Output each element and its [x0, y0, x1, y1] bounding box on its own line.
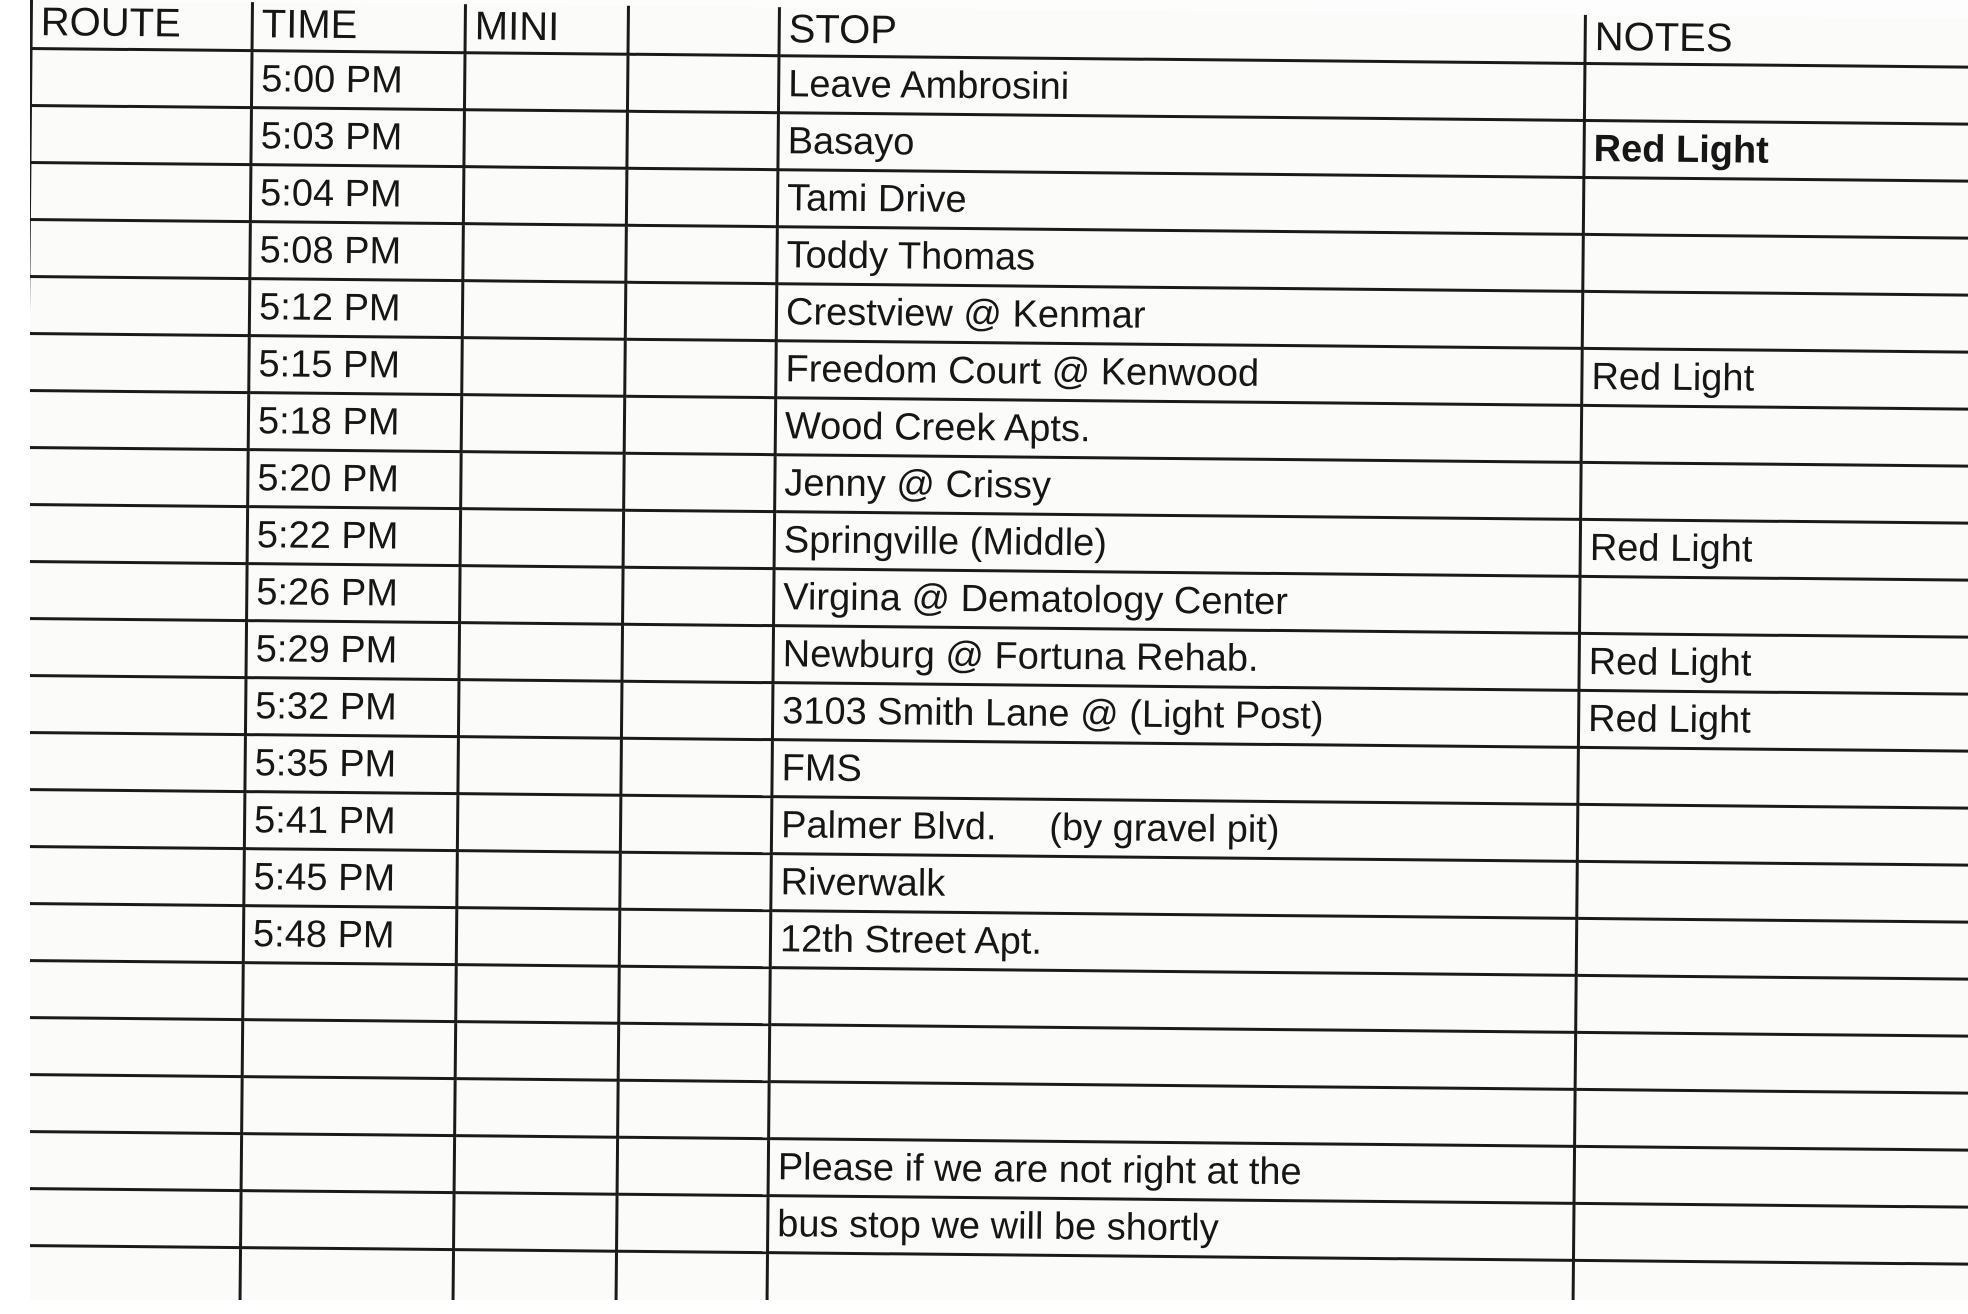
mini-cell: [464, 110, 628, 169]
stop-cell: Toddy Thomas: [777, 227, 1584, 292]
note-cell: [1577, 861, 1968, 922]
time-cell: 5:04 PM: [250, 165, 464, 224]
mini-cell: [462, 281, 626, 340]
mini-cell: [460, 509, 624, 568]
time-cell: 5:00 PM: [251, 51, 465, 110]
time-cell: 5:41 PM: [244, 792, 458, 851]
header-route: ROUTE: [31, 0, 252, 51]
time-cell: 5:03 PM: [251, 108, 465, 167]
route-cell: [26, 561, 248, 620]
note-cell: [1578, 747, 1968, 808]
blank-cell: [621, 738, 773, 796]
blank-cell: [623, 567, 775, 625]
note-cell: [1583, 234, 1968, 295]
mini-cell: [463, 167, 627, 226]
blank-cell: [622, 624, 774, 682]
route-cell: [29, 163, 251, 222]
route-cell: [25, 618, 247, 677]
note-cell: [1583, 177, 1968, 238]
route-cell: [28, 277, 250, 336]
time-cell: 5:20 PM: [248, 450, 462, 509]
notice-line-2: bus stop we will be shortly: [768, 1196, 1575, 1261]
mini-cell: [460, 566, 624, 625]
stop-cell: Riverwalk: [771, 854, 1578, 919]
blank-cell: [620, 852, 772, 910]
stop-cell: Crestview @ Kenmar: [776, 284, 1583, 349]
time-cell: 5:12 PM: [249, 279, 463, 338]
stop-cell: Newburg @ Fortuna Rehab.: [773, 626, 1580, 691]
blank-cell: [626, 168, 778, 226]
note-cell: [1577, 804, 1968, 865]
stop-cell: Springville (Middle): [774, 512, 1581, 577]
route-cell: [28, 333, 250, 392]
mini-cell: [458, 680, 622, 739]
blank-cell: [624, 453, 776, 511]
time-cell: 5:22 PM: [247, 507, 461, 566]
stop-cell: Jenny @ Crissy: [775, 455, 1582, 520]
mini-cell: [456, 908, 620, 967]
blank-cell: [625, 339, 777, 397]
time-cell: 5:26 PM: [247, 564, 461, 623]
blank-cell: [624, 396, 776, 454]
notice-line-1: Please if we are not right at the: [768, 1139, 1575, 1204]
stop-cell: Virgina @ Dematology Center: [774, 569, 1581, 634]
blank-cell: [627, 111, 779, 169]
note-cell: [1584, 63, 1968, 124]
stop-cell: 12th Street Apt.: [770, 911, 1577, 976]
mini-cell: [459, 623, 623, 682]
route-cell: [26, 504, 248, 563]
time-cell: 5:15 PM: [249, 336, 463, 395]
header-blank: [628, 6, 779, 56]
stop-cell: Wood Creek Apts.: [775, 398, 1582, 463]
note-cell: [1576, 918, 1968, 979]
blank-cell: [627, 54, 779, 112]
time-cell: 5:45 PM: [244, 849, 458, 908]
note-cell: Red Light: [1578, 690, 1968, 751]
mini-cell: [463, 224, 627, 283]
blank-cell: [621, 681, 773, 739]
stop-cell: Tami Drive: [777, 170, 1584, 235]
route-cell: [29, 220, 251, 279]
stop-cell: Basayo: [778, 113, 1585, 178]
mini-cell: [462, 338, 626, 397]
route-cell: [24, 732, 246, 791]
blank-cell: [620, 795, 772, 853]
header-time: TIME: [252, 2, 465, 53]
route-cell: [27, 390, 249, 449]
page-left-margin: [0, 0, 30, 1314]
mini-cell: [457, 794, 621, 853]
mini-cell: [457, 851, 621, 910]
blank-cell: [625, 282, 777, 340]
mini-cell: [461, 395, 625, 454]
mini-cell: [464, 53, 628, 112]
time-cell: 5:08 PM: [250, 222, 464, 281]
note-cell: [1579, 576, 1968, 637]
time-cell: 5:29 PM: [246, 621, 460, 680]
page-bottom-margin: [0, 1300, 1968, 1314]
route-cell: [23, 846, 245, 905]
route-cell: [30, 49, 252, 108]
route-cell: [24, 675, 246, 734]
time-cell: 5:35 PM: [245, 735, 459, 794]
schedule-sheet: [18, 0, 1968, 1314]
route-cell: [27, 447, 249, 506]
route-cell: [30, 106, 252, 165]
blank-cell: [626, 225, 778, 283]
blank-cell: [623, 510, 775, 568]
route-cell: [23, 789, 245, 848]
note-cell: Red Light: [1582, 348, 1968, 409]
time-cell: 5:48 PM: [243, 906, 457, 965]
note-cell: [1582, 291, 1968, 352]
header-mini: MINI: [465, 4, 628, 54]
blank-cell: [619, 909, 771, 967]
note-cell: Red Light: [1580, 519, 1968, 580]
mini-cell: [458, 737, 622, 796]
time-cell: 5:32 PM: [245, 678, 459, 737]
stop-cell: Leave Ambrosini: [778, 56, 1585, 121]
stop-cell: Freedom Court @ Kenwood: [776, 341, 1583, 406]
note-cell: [1581, 405, 1968, 466]
note-cell: Red Light: [1579, 633, 1968, 694]
header-stop: STOP: [779, 7, 1585, 63]
bus-schedule-table: [17, 0, 1968, 1314]
note-cell: Red Light: [1584, 120, 1968, 181]
stop-cell: FMS: [772, 740, 1579, 805]
stop-cell: 3103 Smith Lane @ (Light Post): [772, 683, 1579, 748]
note-cell: [1581, 462, 1968, 523]
header-notes: NOTES: [1585, 15, 1968, 67]
stop-cell: Palmer Blvd. (by gravel pit): [771, 797, 1578, 862]
time-cell: 5:18 PM: [248, 393, 462, 452]
mini-cell: [461, 452, 625, 511]
route-cell: [22, 903, 244, 962]
